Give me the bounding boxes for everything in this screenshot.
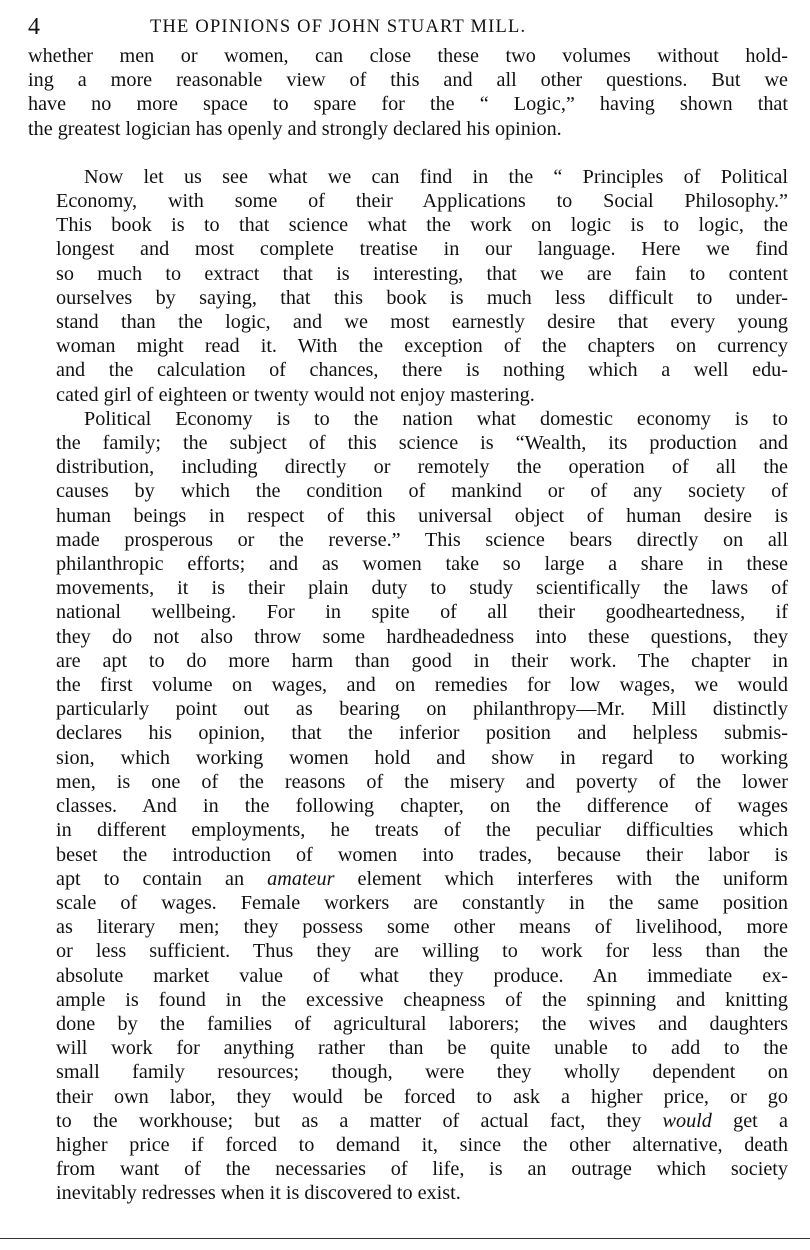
text-line: small family resources; though, were they wholly dependent on [56,1061,788,1084]
text-line: their own labor, they would be forced to ask a higher price, or go [56,1085,788,1108]
text-line: higher price if forced to demand it, since the other alternative, death [56,1133,788,1156]
text-line: longest and most complete treatise in our language. Here we find [56,238,788,261]
text-line: done by the families of agricultural laborers; the wives and daughters [56,1012,788,1035]
book-page [28,10,788,1206]
text-line: classes. And in the following chapter, on the difference of wages [56,795,788,818]
text-line: scale of wages. Female workers are constantly in the same position [56,891,788,914]
text-line: inevitably redresses when it is discovered to exist. [56,1182,461,1205]
text-line: Economy, with some of their Applications to Social Philosophy.” [56,190,788,213]
text-line: they do not also throw some hardheadedness into these questions, they [56,625,788,648]
text-line: are apt to do more harm than good in their work. The chapter in [56,649,788,672]
paragraph-principles [28,165,788,407]
text-line: in different employments, he treats of the peculiar difficulties which [56,819,788,842]
text-line: the greatest logician has openly and strongly declared his opinion. [28,117,562,140]
text-line: beset the introduction of women into trades, because their labor is [56,843,788,866]
text-line: and the calculation of chances, there is nothing which a well edu- [56,359,788,382]
text-line: whether men or women, can close these two volumes without hold- [28,45,788,67]
text-line: woman might read it. With the exception of the chapters on currency [56,335,788,358]
text-line: This book is to that science what the work on logic is to logic, the [56,214,788,237]
text-line: absolute market value of what they produce. An immediate ex- [56,964,788,987]
text-line: apt to contain an amateur element which interferes with the uniform [56,867,788,890]
text-line: declares his opinion, that the inferior position and helpless submis- [56,722,788,745]
text-line: particularly point out as bearing on philanthropy—Mr. Mill distinctly [56,698,788,721]
text-line: the first volume on wages, and on remedies for low wages, we would [56,674,788,697]
text-line: Political Economy is to the nation what domestic economy is to [84,407,788,430]
text-line: from want of the necessaries of life, is an outrage which society [56,1158,788,1181]
text-line: movements, it is their plain duty to study scientifically the laws of [56,577,788,600]
running-head: THE OPINIONS OF JOHN STUART MILL. [150,17,527,37]
text-line: cated girl of eighteen or twenty would not enjoy mastering. [56,383,535,406]
text-line: the family; the subject of this science is “Wealth, its production and [56,432,788,455]
paragraph-continued [28,44,788,141]
body-text [28,44,788,1206]
text-line: sion, which working women hold and show in regard to working [56,746,788,769]
text-line: will work for anything rather than be quite unable to add to the [56,1037,788,1060]
text-line: national wellbeing. For in spite of all their goodheartedness, if [56,601,788,624]
text-line: distribution, including directly or remotely the operation of all the [56,456,788,479]
text-line: or less sufficient. Thus they are willing to work for less than the [56,940,788,963]
text-line: human beings in respect of this universal object of human desire is [56,504,788,527]
text-line: ourselves by saying, that this book is much less difficult to under- [56,286,788,309]
text-line: stand than the logic, and we most earnestly desire that every young [56,311,788,334]
bottom-rule [0,1238,810,1239]
text-line: as literary men; they possess some other means of livelihood, more [56,916,788,939]
text-line: philanthropic efforts; and as women take so large a share in these [56,553,788,576]
text-line: made prosperous or the reverse.” This science bears directly on all [56,528,788,551]
text-line: men, is one of the reasons of the misery and poverty of the lower [56,770,788,793]
text-line: so much to extract that is interesting, that we are fain to content [56,262,788,285]
text-line: Now let us see what we can find in the “ Principles of Political [84,165,788,188]
text-line: ing a more reasonable view of this and all other questions. But we [28,69,788,92]
text-line: have no more space to spare for the “ Logic,” having shown that [28,93,788,116]
text-line: ample is found in the excessive cheapness of the spinning and knitting [56,988,788,1011]
paragraph-political-economy [28,407,788,1206]
page-number: 4 [28,14,40,40]
text-line: causes by which the condition of mankind or of any society of [56,480,788,503]
text-line: to the workhouse; but as a matter of actual fact, they would get a [56,1109,788,1132]
page-header [28,10,788,44]
